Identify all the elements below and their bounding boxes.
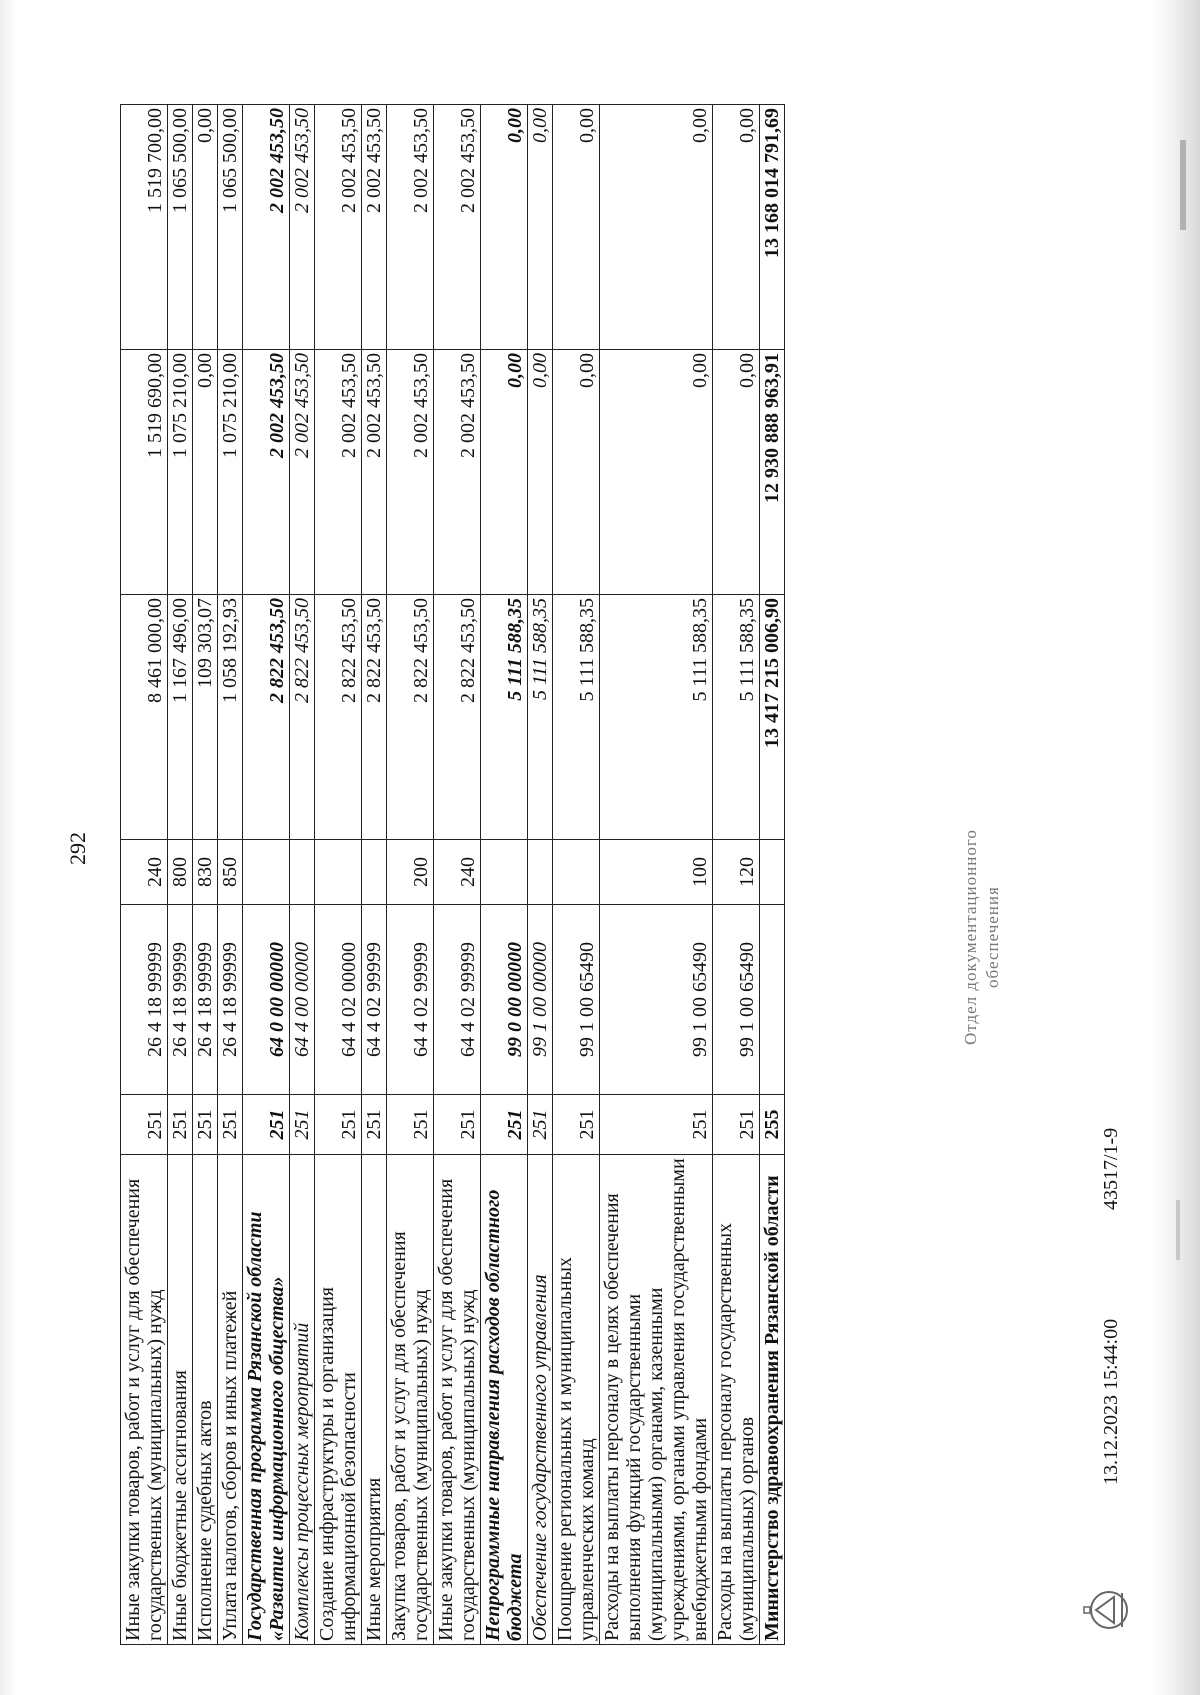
row-amount-1-cell: 2 822 453,50 xyxy=(243,595,290,840)
row-amount-3-cell: 0,00 xyxy=(600,105,713,350)
row-name-cell: Министерство здравоохранения Рязанской области xyxy=(760,1155,785,1645)
row-expense-type-cell: 800 xyxy=(168,840,193,905)
row-department-code-cell: 251 xyxy=(553,1095,600,1155)
row-amount-1-cell: 1 058 192,93 xyxy=(218,595,243,840)
row-name-cell: Расходы на выплаты персоналу в целях обеспечения выполнения функций государственными (муниципальными) органами, казенными учреждениями, органами управления государственными внебюджетными фондами xyxy=(600,1155,713,1645)
row-amount-1-cell: 2 822 453,50 xyxy=(290,595,315,840)
row-name-cell: Иные мероприятия xyxy=(362,1155,387,1645)
row-target-article-cell: 99 1 00 65490 xyxy=(713,905,760,1095)
row-name-cell: Обеспечение государственного управления xyxy=(528,1155,553,1645)
row-target-article-cell: 64 4 02 99999 xyxy=(387,905,434,1095)
page-number: 292 xyxy=(65,832,90,865)
row-amount-2-cell: 0,00 xyxy=(553,350,600,595)
row-amount-3-cell: 0,00 xyxy=(193,105,218,350)
row-department-code-cell: 251 xyxy=(315,1095,362,1155)
row-department-code-cell: 251 xyxy=(481,1095,528,1155)
row-department-code-cell: 251 xyxy=(193,1095,218,1155)
row-amount-3-cell: 0,00 xyxy=(553,105,600,350)
row-department-code-cell: 251 xyxy=(243,1095,290,1155)
row-target-article-cell: 26 4 18 99999 xyxy=(121,905,168,1095)
row-amount-2-cell: 2 002 453,50 xyxy=(290,350,315,595)
row-target-article-cell: 99 1 00 00000 xyxy=(528,905,553,1095)
table-row xyxy=(315,105,362,1645)
row-amount-3-cell: 0,00 xyxy=(528,105,553,350)
row-amount-1-cell: 5 111 588,35 xyxy=(600,595,713,840)
table-row xyxy=(193,105,218,1645)
row-department-code-cell: 251 xyxy=(121,1095,168,1155)
row-amount-3-cell: 2 002 453,50 xyxy=(387,105,434,350)
row-name-cell: Исполнение судебных актов xyxy=(193,1155,218,1645)
row-amount-1-cell: 5 111 588,35 xyxy=(528,595,553,840)
table-row xyxy=(760,105,785,1645)
row-target-article-cell: 99 1 00 65490 xyxy=(553,905,600,1095)
emblem-icon xyxy=(1082,1585,1132,1635)
row-amount-1-cell: 2 822 453,50 xyxy=(362,595,387,840)
row-expense-type-cell: 240 xyxy=(434,840,481,905)
row-amount-3-cell: 2 002 453,50 xyxy=(315,105,362,350)
row-target-article-cell: 64 4 02 99999 xyxy=(362,905,387,1095)
row-amount-1-cell: 8 461 000,00 xyxy=(121,595,168,840)
row-expense-type-cell xyxy=(362,840,387,905)
row-amount-3-cell: 2 002 453,50 xyxy=(290,105,315,350)
row-amount-2-cell: 0,00 xyxy=(528,350,553,595)
row-department-code-cell: 251 xyxy=(387,1095,434,1155)
department-stamp xyxy=(960,829,1004,1045)
table-row xyxy=(600,105,713,1645)
row-amount-3-cell: 1 065 500,00 xyxy=(218,105,243,350)
row-target-article-cell: 64 4 02 99999 xyxy=(434,905,481,1095)
row-amount-3-cell: 1 065 500,00 xyxy=(168,105,193,350)
row-expense-type-cell: 100 xyxy=(600,840,713,905)
rotated-page xyxy=(20,35,1150,1655)
row-department-code-cell: 251 xyxy=(218,1095,243,1155)
scan-artifact xyxy=(1180,140,1186,230)
footer-document-code: 43517/1-9 xyxy=(1100,1127,1122,1210)
row-name-cell: Иные бюджетные ассигнования xyxy=(168,1155,193,1645)
table-row xyxy=(434,105,481,1645)
row-amount-2-cell: 1 519 690,00 xyxy=(121,350,168,595)
row-target-article-cell: 99 1 00 65490 xyxy=(600,905,713,1095)
row-amount-2-cell: 1 075 210,00 xyxy=(168,350,193,595)
row-amount-2-cell: 12 930 888 963,91 xyxy=(760,350,785,595)
row-expense-type-cell xyxy=(760,840,785,905)
row-expense-type-cell xyxy=(553,840,600,905)
row-name-cell: Поощрение региональных и муниципальных управленческих команд xyxy=(553,1155,600,1645)
table-row xyxy=(528,105,553,1645)
row-amount-1-cell: 2 822 453,50 xyxy=(387,595,434,840)
row-department-code-cell: 251 xyxy=(713,1095,760,1155)
row-department-code-cell: 255 xyxy=(760,1095,785,1155)
row-name-cell: Государственная программа Рязанской области «Развитие информационного общества» xyxy=(243,1155,290,1645)
row-amount-1-cell: 2 822 453,50 xyxy=(315,595,362,840)
row-department-code-cell: 251 xyxy=(168,1095,193,1155)
row-target-article-cell: 26 4 18 99999 xyxy=(168,905,193,1095)
row-expense-type-cell: 200 xyxy=(387,840,434,905)
row-amount-2-cell: 0,00 xyxy=(193,350,218,595)
row-expense-type-cell xyxy=(315,840,362,905)
row-amount-2-cell: 0,00 xyxy=(600,350,713,595)
stamp-line: обеспечения xyxy=(983,886,1002,988)
row-expense-type-cell xyxy=(290,840,315,905)
row-expense-type-cell: 240 xyxy=(121,840,168,905)
row-name-cell: Непрограммные направления расходов областного бюджета xyxy=(481,1155,528,1645)
row-amount-2-cell: 2 002 453,50 xyxy=(434,350,481,595)
footer-date: 13.12.2023 15:44:00 xyxy=(1100,1318,1122,1485)
row-expense-type-cell xyxy=(243,840,290,905)
row-department-code-cell: 251 xyxy=(290,1095,315,1155)
budget-table xyxy=(120,104,785,1645)
table-row xyxy=(362,105,387,1645)
row-amount-1-cell: 5 111 588,35 xyxy=(713,595,760,840)
row-amount-2-cell: 2 002 453,50 xyxy=(362,350,387,595)
row-amount-1-cell: 5 111 588,35 xyxy=(553,595,600,840)
scan-artifact xyxy=(1176,1200,1180,1260)
row-expense-type-cell: 850 xyxy=(218,840,243,905)
row-amount-2-cell: 2 002 453,50 xyxy=(315,350,362,595)
row-expense-type-cell: 120 xyxy=(713,840,760,905)
row-target-article-cell xyxy=(760,905,785,1095)
row-amount-3-cell: 0,00 xyxy=(713,105,760,350)
row-amount-1-cell: 2 822 453,50 xyxy=(434,595,481,840)
row-department-code-cell: 251 xyxy=(362,1095,387,1155)
row-name-cell: Иные закупки товаров, работ и услуг для обеспечения государственных (муниципальных) нужд xyxy=(121,1155,168,1645)
table-row xyxy=(168,105,193,1645)
row-target-article-cell: 99 0 00 00000 xyxy=(481,905,528,1095)
row-target-article-cell: 64 4 02 00000 xyxy=(315,905,362,1095)
table-row xyxy=(481,105,528,1645)
table-row xyxy=(218,105,243,1645)
scan-edge-right xyxy=(1152,0,1200,1695)
row-amount-2-cell: 2 002 453,50 xyxy=(387,350,434,595)
row-amount-3-cell: 13 168 014 791,69 xyxy=(760,105,785,350)
table-row xyxy=(387,105,434,1645)
row-expense-type-cell: 830 xyxy=(193,840,218,905)
table-row xyxy=(243,105,290,1645)
row-amount-1-cell: 5 111 588,35 xyxy=(481,595,528,840)
table-row xyxy=(290,105,315,1645)
row-amount-3-cell: 2 002 453,50 xyxy=(434,105,481,350)
row-name-cell: Уплата налогов, сборов и иных платежей xyxy=(218,1155,243,1645)
table-row xyxy=(553,105,600,1645)
row-target-article-cell: 26 4 18 99999 xyxy=(218,905,243,1095)
row-amount-2-cell: 0,00 xyxy=(481,350,528,595)
row-department-code-cell: 251 xyxy=(600,1095,713,1155)
row-amount-1-cell: 13 417 215 006,90 xyxy=(760,595,785,840)
row-target-article-cell: 26 4 18 99999 xyxy=(193,905,218,1095)
budget-table-body xyxy=(121,105,785,1645)
row-amount-2-cell: 2 002 453,50 xyxy=(243,350,290,595)
row-name-cell: Закупка товаров, работ и услуг для обеспечения государственных (муниципальных) нужд xyxy=(387,1155,434,1645)
row-amount-3-cell: 2 002 453,50 xyxy=(243,105,290,350)
row-amount-1-cell: 1 167 496,00 xyxy=(168,595,193,840)
row-name-cell: Иные закупки товаров, работ и услуг для обеспечения государственных (муниципальных) нужд xyxy=(434,1155,481,1645)
row-amount-3-cell: 0,00 xyxy=(481,105,528,350)
row-amount-3-cell: 2 002 453,50 xyxy=(362,105,387,350)
row-target-article-cell: 64 4 00 00000 xyxy=(290,905,315,1095)
row-expense-type-cell xyxy=(528,840,553,905)
row-amount-1-cell: 109 303,07 xyxy=(193,595,218,840)
stamp-line: Отдел документационного xyxy=(961,829,980,1045)
row-amount-2-cell: 0,00 xyxy=(713,350,760,595)
row-amount-2-cell: 1 075 210,00 xyxy=(218,350,243,595)
scan-edge-left xyxy=(0,0,18,1695)
row-name-cell: Комплексы процессных мероприятий xyxy=(290,1155,315,1645)
row-amount-3-cell: 1 519 700,00 xyxy=(121,105,168,350)
row-target-article-cell: 64 0 00 00000 xyxy=(243,905,290,1095)
table-row xyxy=(121,105,168,1645)
row-name-cell: Создание инфраструктуры и организация информационной безопасности xyxy=(315,1155,362,1645)
table-row xyxy=(713,105,760,1645)
row-department-code-cell: 251 xyxy=(528,1095,553,1155)
row-name-cell: Расходы на выплаты персоналу государственных (муниципальных) органов xyxy=(713,1155,760,1645)
row-expense-type-cell xyxy=(481,840,528,905)
row-department-code-cell: 251 xyxy=(434,1095,481,1155)
